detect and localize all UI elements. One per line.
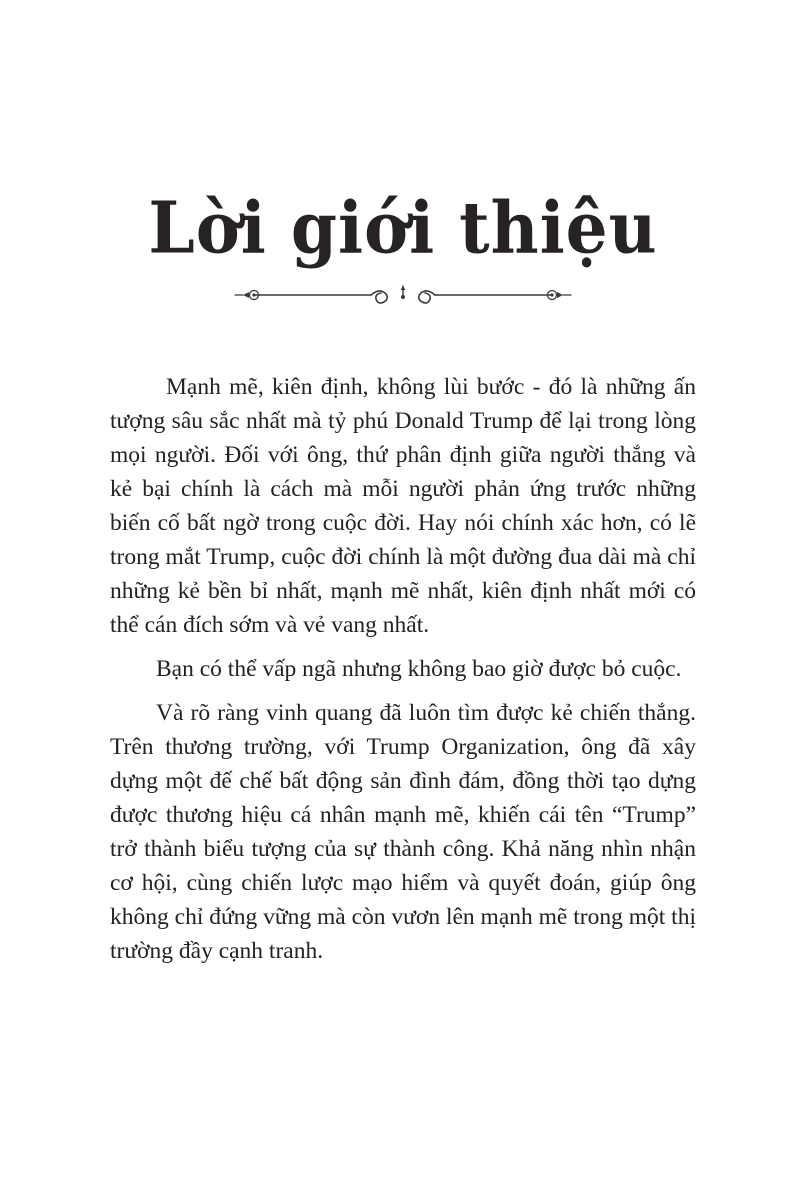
chapter-title: Lời giới thiệu <box>148 185 658 270</box>
paragraph-2: Bạn có thể vấp ngã nhưng không bao giờ được bỏ cuộc. <box>156 656 682 682</box>
chapter-body <box>110 370 696 968</box>
ornamental-divider <box>233 280 573 308</box>
paragraph-1: Mạnh mẽ, kiên định, không lùi bước - đó là những ấn tượng sâu sắc nhất mà tỷ phú Donald Trump để lại trong lòng mọi người. Đối với ông, thứ phân định giữa người thắng và kẻ bại chính là cách mà mỗi người phản ứng trước những biến cố bất ngờ trong cuộc đời. Hay nói chính xác hơn, có lẽ trong mắt Trump, cuộc đời chính là một đường đua dài mà chỉ những kẻ bền bỉ nhất, mạnh mẽ nhất, kiên định nhất mới có thể cán đích sớm và vẻ vang nhất. <box>110 374 696 638</box>
scroll-rule-icon <box>233 280 573 308</box>
paragraph-3: Và rõ ràng vinh quang đã luôn tìm được kẻ chiến thắng. Trên thương trường, với Trump Organization, ông đã xây dựng một đế chế bất động sản đình đám, đồng thời tạo dựng được thương hiệu cá nhân mạnh mẽ, khiến cái tên “Trump” trở thành biểu tượng của sự thành công. Khả năng nhìn nhận cơ hội, cùng chiến lược mạo hiểm và quyết đoán, giúp ông không chỉ đứng vững mà còn vươn lên mạnh mẽ trong một thị trường đầy cạnh tranh. <box>110 700 696 964</box>
